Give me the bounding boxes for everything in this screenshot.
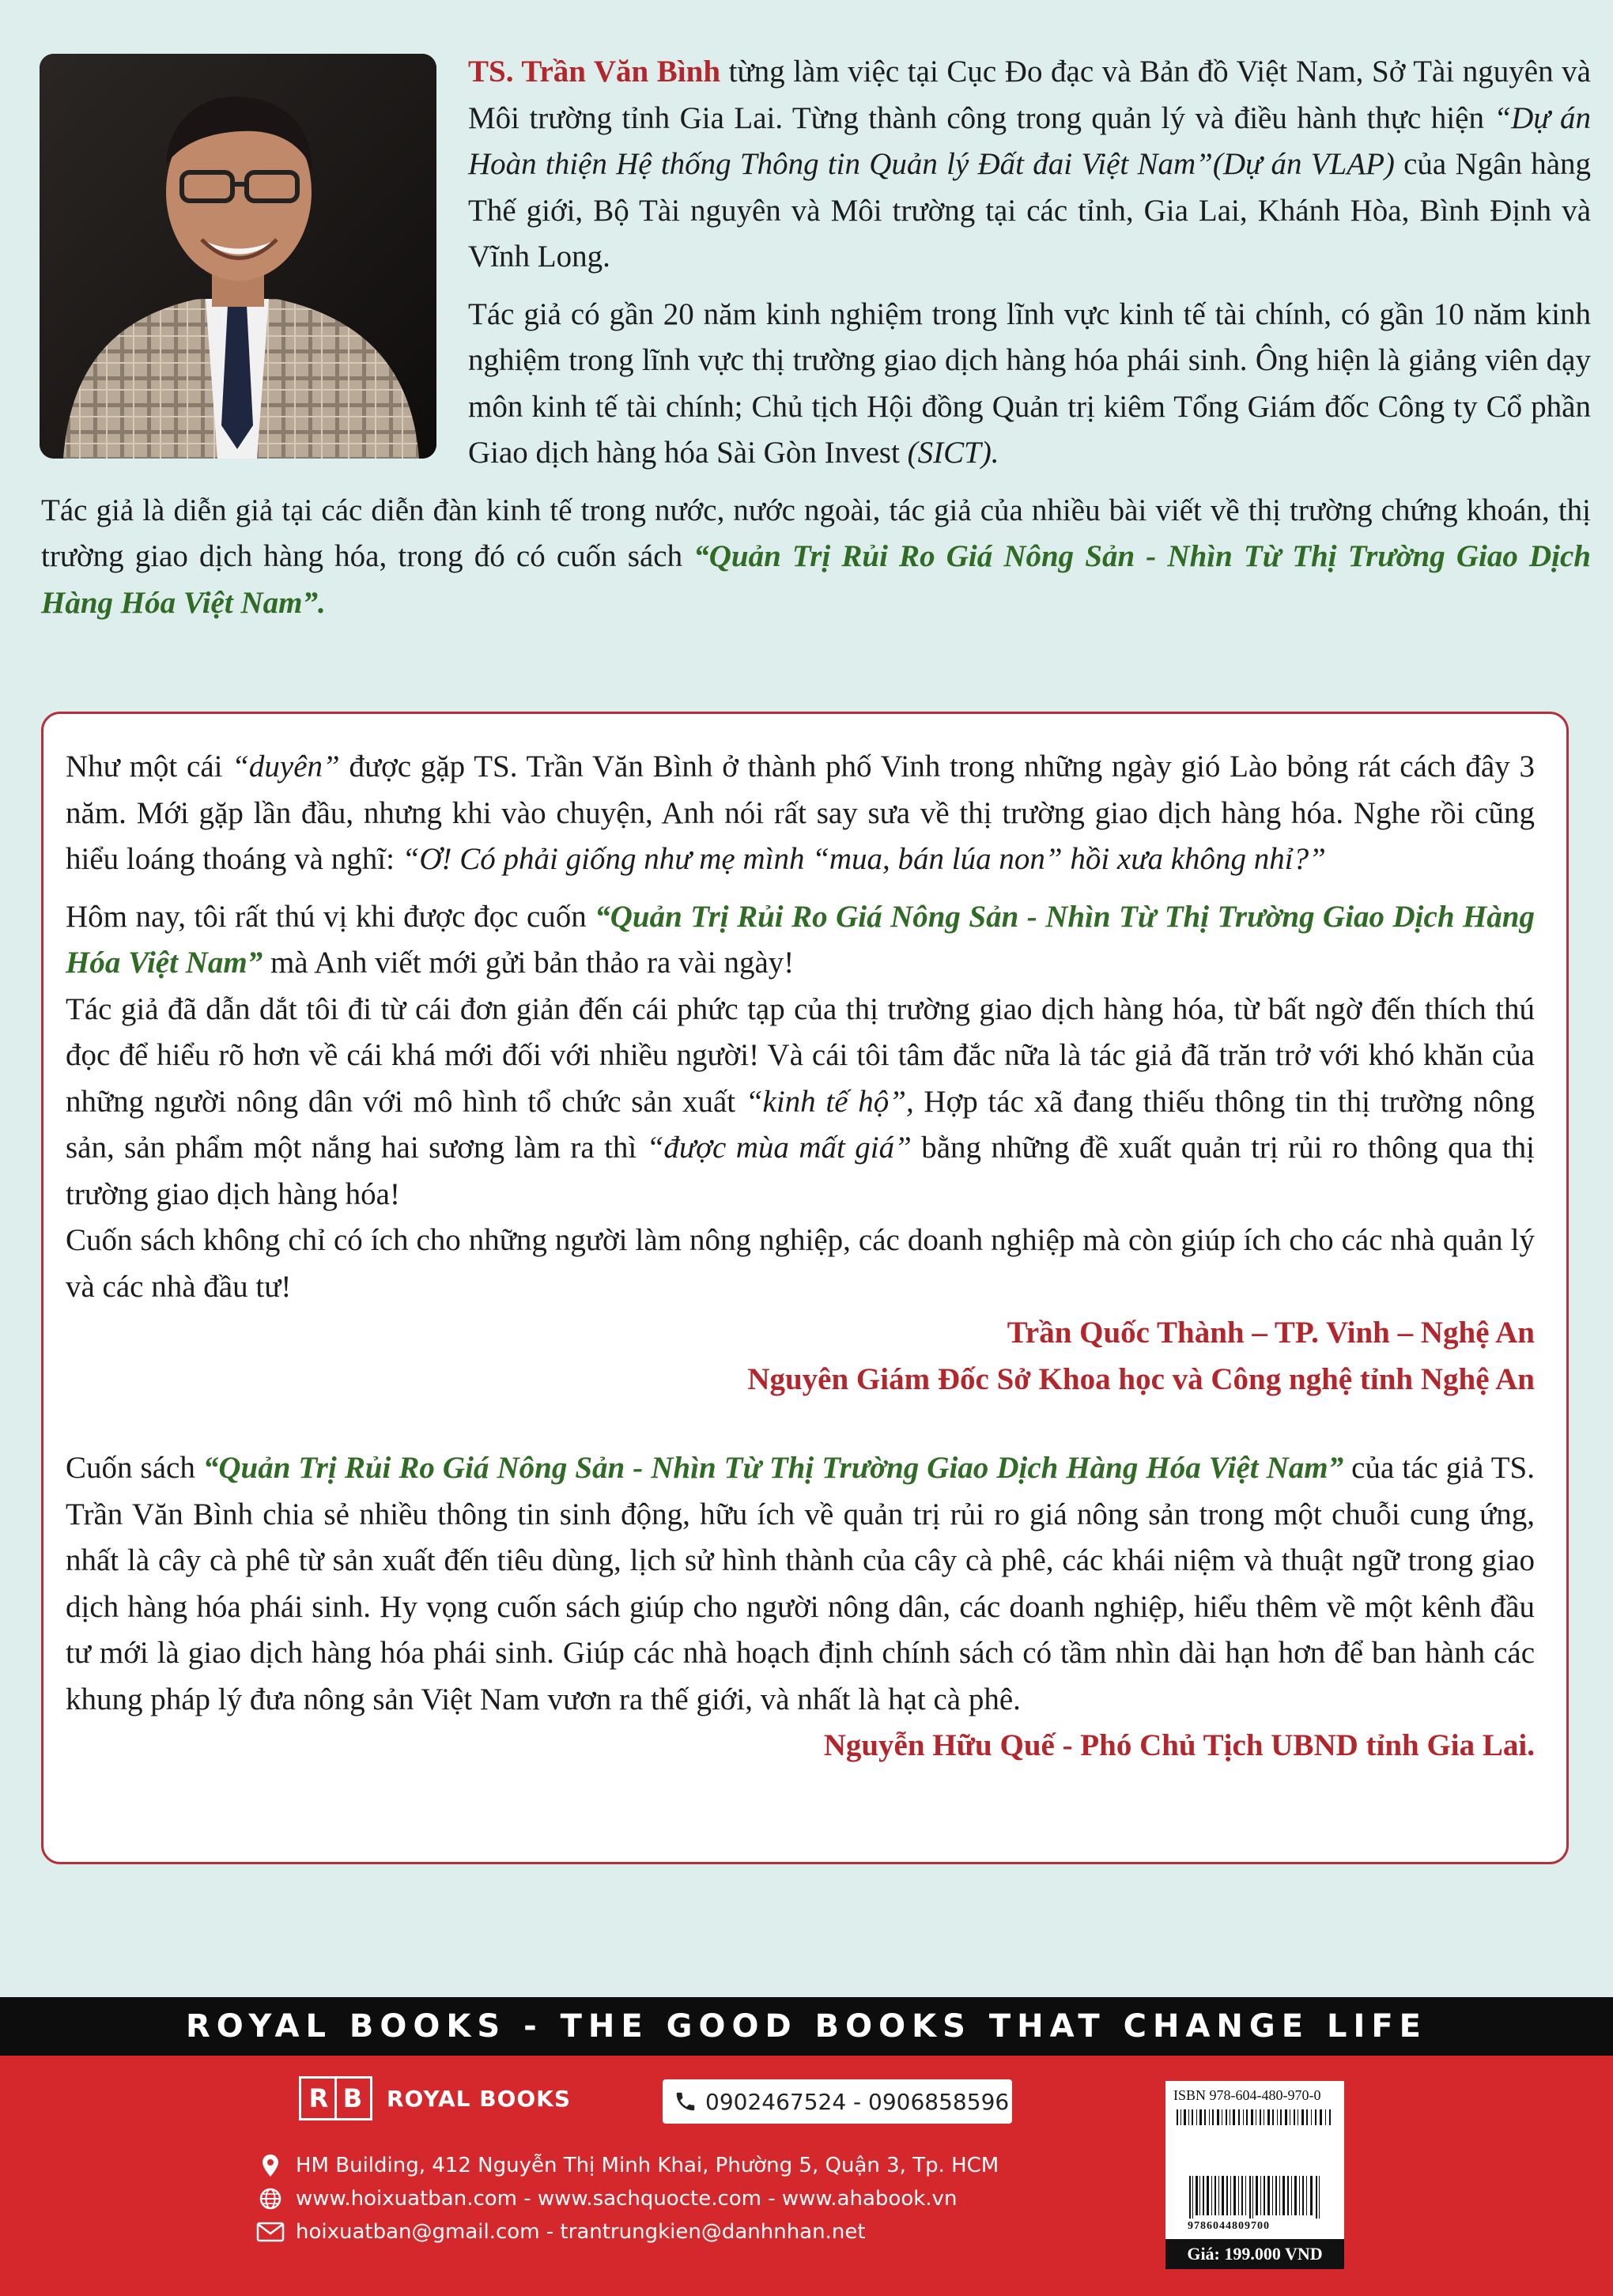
website-links[interactable]: www.hoixuatban.com - www.sachquocte.com - www.ahabook.vn: [296, 2187, 958, 2211]
review2-paragraph: [66, 1445, 1535, 1723]
project-name: “Dự án Hoàn thiện Hệ thống Thông tin Quản lý Đất đai Việt Nam”(Dự án VLAP): [468, 100, 1591, 181]
logo-letter-b: B: [334, 2079, 368, 2118]
bio-text: Tác giả là diễn giả tại các diễn đàn kinh tế trong nước, nước ngoài, tác giả của nhiều bài viết về thị trường chứng khoán, thị trường giao dịch hàng hóa, trong đó có cuốn sách: [41, 493, 1591, 573]
phone-icon: [674, 2090, 697, 2113]
review-emphasis: “kinh tế hộ”,: [745, 1084, 914, 1119]
book-title: “Quản Trị Rủi Ro Giá Nông Sản - Nhìn Từ Thị Trường Giao Dịch Hàng Hóa Việt Nam”: [66, 899, 1535, 980]
book-title: “Quản Trị Rủi Ro Giá Nông Sản - Nhìn Từ Thị Trường Giao Dịch Hàng Hóa Việt Nam”.: [41, 539, 1591, 620]
publisher-logo: [299, 2076, 571, 2120]
address-row: [255, 2149, 999, 2182]
email-row: [255, 2215, 999, 2249]
contact-list: [255, 2149, 999, 2249]
reviews-box: [41, 712, 1569, 1864]
small-barcode-icon: [1177, 2109, 1332, 2125]
slogan-banner: ROYAL BOOKS - THE GOOD BOOKS THAT CHANGE LIFE: [0, 1997, 1613, 2056]
review1-signature-name: Trần Quốc Thành – TP. Vinh – Nghệ An: [1007, 1316, 1535, 1350]
logo-letter-r: R: [308, 2083, 329, 2113]
review-text: mà Anh viết mới gửi bản thảo ra vài ngày!: [263, 946, 795, 980]
review-text: được gặp TS. Trần Văn Bình ở thành phố Vinh trong những ngày gió Lào bỏng rát cách đây 3 năm. Mới gặp lần đầu, nhưng khi vào chuyện, Anh nói rất say sưa về thị trường giao dịch hàng hóa. Nghe rồi cũng hiểu loáng thoáng và nghĩ:: [66, 750, 1535, 876]
review1-paragraph-4: Cuốn sách không chỉ có ích cho những người làm nông nghiệp, các doanh nghiệp mà còn giúp ích cho các nhà quản lý và các nhà đầu tư!: [66, 1223, 1535, 1304]
author-bio: [41, 49, 1591, 626]
review-text: Như một cái: [66, 750, 232, 784]
review-emphasis: “Ơ! Có phải giống như mẹ mình “mua, bán lúa non” hồi xưa không nhỉ?”: [402, 842, 1326, 876]
book-title: “Quản Trị Rủi Ro Giá Nông Sản - Nhìn Từ Thị Trường Giao Dịch Hàng Hóa Việt Nam”: [202, 1451, 1344, 1485]
review1-paragraph-2: [66, 894, 1535, 987]
phone-numbers: 0902467524 - 0906858596: [705, 2088, 1010, 2115]
address-text: HM Building, 412 Nguyễn Thị Minh Khai, Phường 5, Quận 3, Tp. HCM: [296, 2154, 999, 2177]
author-name: TS. Trần Văn Bình: [468, 55, 721, 89]
bio-text: Tác giả có gần 20 năm kinh nghiệm trong lĩnh vực kinh tế tài chính, có gần 10 năm kinh nghiệm trong lĩnh vực thị trường giao dịch hàng hóa phái sinh. Ông hiện là giảng viên dạy môn kinh tế tài chính; Chủ tịch Hội đồng Quản trị kiêm Tổng Giám đốc Công ty Cổ phần Giao dịch hàng hóa Sài Gòn Invest: [468, 296, 1591, 470]
bio-text: từng làm việc tại Cục Đo đạc và Bản đồ Việt Nam, Sở Tài nguyên và Môi trường tỉnh Gia Lai. Từng thành công trong quản lý và điều hành thực hiện: [468, 55, 1591, 135]
isbn-number: ISBN 978-604-480-970-0: [1173, 2087, 1321, 2103]
envelope-icon: [255, 2222, 286, 2242]
location-pin-icon: [255, 2154, 286, 2177]
review1-signature-title: Nguyên Giám Đốc Sở Khoa học và Công nghệ tỉnh Nghệ An: [747, 1361, 1535, 1396]
review-text: Tác giả đã dẫn dắt tôi đi từ cái đơn giản đến cái phức tạp của thị trường giao dịch hàng hóa, từ bất ngờ đến thích thú đọc để hiểu rõ hơn về cái khá mới đối với nhiều người! Và cái tôi tâm đắc nữa là tác giả đã trăn trở với khó khăn của những người nông dân với mô hình tổ chức sản xuất: [66, 991, 1535, 1119]
email-links[interactable]: hoixuatban@gmail.com - trantrungkien@danhnhan.net: [296, 2220, 866, 2244]
review-text: bằng những đề xuất quản trị rủi ro thông qua thị trường giao dịch hàng hóa!: [66, 1131, 1536, 1211]
review-emphasis: “duyên”: [232, 750, 340, 784]
author-bio-paragraph-3: [41, 488, 1591, 627]
bio-text: của Ngân hàng Thế giới, Bộ Tài nguyên và Môi trường tại các tỉnh, Gia Lai, Khánh Hòa, Bình Định và Vĩnh Long.: [468, 147, 1592, 274]
review1-paragraph-3: [66, 987, 1535, 1218]
review-text: Hợp tác xã đang thiếu thông tin thị trường nông sản, sản phẩm một nắng hai sương làm ra thì: [66, 1084, 1536, 1165]
globe-icon: [255, 2187, 286, 2211]
publisher-footer: [0, 2056, 1613, 2296]
website-row: [255, 2182, 999, 2215]
review2-signature: Nguyễn Hữu Quế - Phó Chủ Tịch UBND tỉnh Gia Lai.: [823, 1728, 1535, 1762]
review1-paragraph-1: [66, 744, 1535, 883]
logo-text: ROYAL BOOKS: [387, 2085, 572, 2112]
company-abbrev: (SICT).: [907, 436, 999, 470]
review-text: Hôm nay, tôi rất thú vị khi được đọc cuốn: [66, 899, 595, 934]
barcode-icon: [1189, 2176, 1320, 2219]
review-text: của tác giả TS. Trần Văn Bình chia sẻ nhiều thông tin sinh động, hữu ích về quản trị rủi ro giá nông sản trong một chuỗi cung ứng, nhất là cây cà phê từ sản xuất đến tiêu dùng, lịch sử hình thành của cây cà phê, các khái niệm và thuật ngữ trong giao dịch hàng hóa phái sinh. Hy vọng cuốn sách giúp cho người nông dân, các doanh nghiệp, hiểu thêm về một kênh đầu tư mới là giao dịch hàng hóa phái sinh. Giúp các nhà hoạch định chính sách có tầm nhìn dài hạn hơn để ban hành các khung pháp lý đưa nông sản Việt Nam vươn ra thế giới, và nhất là hạt cà phê.: [66, 1451, 1535, 1716]
review-text: Cuốn sách: [66, 1451, 203, 1485]
logo-mark: [299, 2076, 372, 2120]
barcode-digits: 9786044809700: [1188, 2220, 1270, 2232]
price-label: Giá: 199.000 VND: [1165, 2239, 1344, 2269]
isbn-barcode-box: [1165, 2081, 1344, 2269]
phone-box: [663, 2079, 1012, 2124]
review-emphasis: “được mùa mất giá”: [646, 1131, 912, 1165]
